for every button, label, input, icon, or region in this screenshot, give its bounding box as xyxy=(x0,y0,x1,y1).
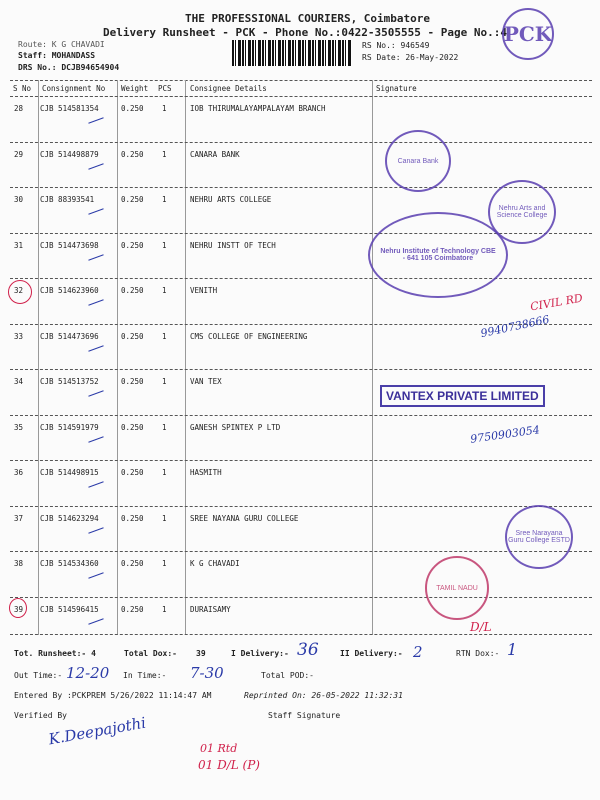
verified-by-label: Verified By xyxy=(14,711,67,720)
cell-consignee: NEHRU ARTS COLLEGE xyxy=(190,195,272,204)
cell-cn: CJB 514596415 xyxy=(40,604,99,614)
col-pcs: PCS xyxy=(158,84,172,93)
cell-pcs: 1 xyxy=(162,604,167,614)
check-mark xyxy=(88,390,103,396)
canara-bank-stamp: Canara Bank xyxy=(385,130,451,192)
cell-pcs: 1 xyxy=(162,286,167,295)
cell-cn: CJB 514473698 xyxy=(40,240,99,250)
cell-sno: 30 xyxy=(14,195,24,204)
handwritten-note: CIVIL RD xyxy=(529,291,584,314)
cell-sno: 33 xyxy=(14,331,24,341)
check-mark xyxy=(88,208,103,214)
cell-pcs: 1 xyxy=(162,559,167,568)
cell-wt: 0.250 xyxy=(121,513,144,523)
company-title: THE PROFESSIONAL COURIERS, Coimbatore xyxy=(185,12,431,25)
cell-cn: CJB 514498915 xyxy=(40,468,99,477)
check-mark xyxy=(88,254,103,260)
check-mark xyxy=(88,572,103,578)
barcode xyxy=(232,40,352,66)
cell-pcs: 1 xyxy=(162,240,167,250)
cell-wt: 0.250 xyxy=(121,468,144,477)
sng-college-stamp: Sree Narayana Guru College ESTD xyxy=(505,505,573,569)
rtn-dox-label: RTN Dox:- xyxy=(456,649,500,658)
check-mark xyxy=(88,163,103,169)
verifier-signature: K.Deepajothi xyxy=(47,713,148,749)
cell-cn: CJB 514513752 xyxy=(40,377,99,386)
cell-wt: 0.250 xyxy=(121,559,144,568)
pck-logo-stamp: PCK xyxy=(502,8,554,60)
staff: Staff: MOHANDASS xyxy=(18,51,96,60)
cell-sno: 32 xyxy=(14,286,24,295)
staff-signature-label: Staff Signature xyxy=(268,711,341,720)
cell-cn: CJB 514534360 xyxy=(40,559,99,568)
col-consignee: Consignee Details xyxy=(190,84,267,93)
cell-pcs: 1 xyxy=(162,149,167,159)
vantex-stamp: VANTEX PRIVATE LIMITED xyxy=(380,385,545,407)
drs-number: DRS No.: DCJB94654904 xyxy=(18,63,120,72)
cell-cn: CJB 514581354 xyxy=(40,104,99,113)
table-row xyxy=(0,553,600,599)
out-time-label: Out Time:- xyxy=(14,671,63,680)
ii-delivery-label: II Delivery:- xyxy=(340,649,403,658)
table-header xyxy=(0,82,600,96)
cell-pcs: 1 xyxy=(162,468,167,477)
cell-cn: CJB 88393541 xyxy=(40,195,95,204)
col-signature: Signature xyxy=(376,84,417,93)
cell-pcs: 1 xyxy=(162,104,167,113)
entered-by: Entered By :PCKPREM 5/26/2022 11:14:47 AM xyxy=(14,691,212,700)
cell-consignee: NEHRU INSTT OF TECH xyxy=(190,240,276,250)
cell-consignee: VENITH xyxy=(190,286,218,295)
rs-number: RS No.: 946549 xyxy=(362,41,430,50)
cell-wt: 0.250 xyxy=(121,149,144,159)
cell-consignee: SREE NAYANA GURU COLLEGE xyxy=(190,513,299,523)
check-mark xyxy=(88,618,103,624)
check-mark xyxy=(88,481,103,487)
cell-cn: CJB 514623294 xyxy=(40,513,99,523)
in-time-label: In Time:- xyxy=(123,671,167,680)
table-row xyxy=(0,280,600,326)
handwritten-dl: D/L xyxy=(470,620,492,634)
col-consignment: Consignment No xyxy=(42,84,106,93)
ii-delivery-value: 2 xyxy=(413,643,423,661)
cell-pcs: 1 xyxy=(162,422,167,432)
red-note: 01 Rtd xyxy=(200,742,238,755)
rtn-dox-value: 1 xyxy=(507,640,518,659)
cell-cn: CJB 514623960 xyxy=(40,286,99,295)
handwritten-phone: 9940738666 xyxy=(479,312,551,341)
red-circle-mark xyxy=(8,280,32,304)
handwritten-phone: 9750903054 xyxy=(469,423,541,446)
red-note: 01 D/L (P) xyxy=(198,758,260,772)
cell-consignee: CMS COLLEGE OF ENGINEERING xyxy=(190,331,308,341)
cell-cn: CJB 514498879 xyxy=(40,149,99,159)
cell-sno: 31 xyxy=(14,240,24,250)
cell-sno: 28 xyxy=(14,104,24,113)
total-dox-value: 39 xyxy=(196,649,206,658)
cell-consignee: IOB THIRUMALAYAMPALAYAM BRANCH xyxy=(190,104,326,113)
cell-wt: 0.250 xyxy=(121,331,144,341)
total-runsheet: Tot. Runsheet:- 4 xyxy=(14,649,96,658)
cell-cn: CJB 514473696 xyxy=(40,331,99,341)
cell-sno: 35 xyxy=(14,422,24,432)
cell-consignee: HASMITH xyxy=(190,468,222,477)
cell-wt: 0.250 xyxy=(121,195,144,204)
cell-consignee: GANESH SPINTEX P LTD xyxy=(190,422,281,432)
check-mark xyxy=(88,117,103,123)
col-weight: Weight xyxy=(121,84,149,93)
total-pod-label: Total POD:- xyxy=(261,671,314,680)
cell-consignee: VAN TEX xyxy=(190,377,222,386)
red-circle-mark xyxy=(9,598,27,618)
i-delivery-value: 36 xyxy=(297,640,319,660)
cell-pcs: 1 xyxy=(162,513,167,523)
table-row xyxy=(0,599,600,645)
cell-sno: 36 xyxy=(14,468,24,477)
nehru-arts-stamp: Nehru Arts and Science College xyxy=(488,180,556,244)
table-row xyxy=(0,462,600,508)
cell-sno: 34 xyxy=(14,377,24,386)
cell-wt: 0.250 xyxy=(121,286,144,295)
check-mark xyxy=(88,345,103,351)
check-mark xyxy=(88,527,103,533)
route: Route: K G CHAVADI xyxy=(18,40,105,49)
cell-consignee: DURAISAMY xyxy=(190,604,231,614)
out-time-value: 12-20 xyxy=(66,664,110,682)
cell-wt: 0.250 xyxy=(121,377,144,386)
cell-sno: 38 xyxy=(14,559,24,568)
cell-wt: 0.250 xyxy=(121,422,144,432)
cell-consignee: K G CHAVADI xyxy=(190,559,240,568)
cell-sno: 39 xyxy=(14,604,24,614)
cell-pcs: 1 xyxy=(162,377,167,386)
check-mark xyxy=(88,299,103,305)
cell-pcs: 1 xyxy=(162,331,167,341)
runsheet-subtitle: Delivery Runsheet - PCK - Phone No.:0422-3505555 - Page No.:4 xyxy=(103,26,507,39)
reprinted-on: Reprinted On: 26-05-2022 11:32:31 xyxy=(244,691,403,700)
tamilnadu-stamp: TAMIL NADU xyxy=(425,556,489,620)
cell-consignee: CANARA BANK xyxy=(190,149,240,159)
cell-pcs: 1 xyxy=(162,195,167,204)
i-delivery-label: I Delivery:- xyxy=(231,649,289,658)
cell-sno: 29 xyxy=(14,149,24,159)
col-sno: S No xyxy=(13,84,32,93)
in-time-value: 7-30 xyxy=(190,664,224,682)
cell-wt: 0.250 xyxy=(121,240,144,250)
check-mark xyxy=(88,436,103,442)
total-dox-label: Total Dox:- xyxy=(124,649,177,658)
cell-cn: CJB 514591979 xyxy=(40,422,99,432)
nehru-institute-stamp: Nehru Institute of Technology CBE - 641 105 Coimbatore xyxy=(368,212,508,298)
table-row xyxy=(0,98,600,144)
rs-date: RS Date: 26-May-2022 xyxy=(362,53,459,62)
cell-sno: 37 xyxy=(14,513,24,523)
cell-wt: 0.250 xyxy=(121,104,144,113)
cell-wt: 0.250 xyxy=(121,604,144,614)
